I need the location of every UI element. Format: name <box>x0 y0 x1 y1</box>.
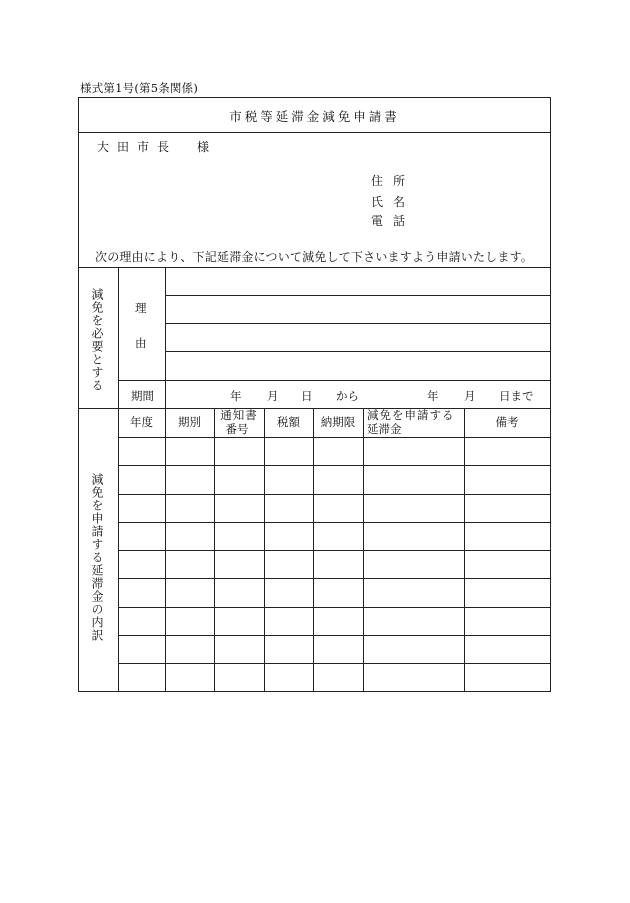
reason-line <box>165 323 550 324</box>
table-row <box>118 663 550 664</box>
breakdown-side-label: 減免を申請する延滞金の内訳 <box>90 473 104 642</box>
header-due-date: 納期限 <box>320 415 356 429</box>
header-notice-number-1: 通知書 <box>220 408 258 422</box>
table-row <box>118 522 550 523</box>
period-from: から <box>336 389 359 403</box>
address-label: 住所 <box>371 174 416 188</box>
period-day-1: 日 <box>301 389 313 403</box>
table-row <box>118 437 550 438</box>
table-row <box>118 635 550 636</box>
period-until: 日まで <box>499 389 534 403</box>
header-late-fee-1: 減免を申請する <box>367 408 455 422</box>
name-label: 氏名 <box>371 195 416 209</box>
header-tax-amount: 税額 <box>277 415 300 429</box>
request-text: 次の理由により、下記延滞金について減免して下さいますよう申請いたします。 <box>95 250 534 264</box>
period-month-2: 月 <box>464 389 476 403</box>
application-form <box>78 97 551 692</box>
table-row <box>118 578 550 579</box>
reason-label-1: 理 <box>135 301 147 315</box>
table-row <box>118 494 550 495</box>
table-row <box>118 465 550 466</box>
reason-side-label: 減免を必要とする <box>90 288 104 392</box>
title-divider <box>79 132 550 133</box>
reason-label-divider <box>165 267 166 408</box>
period-label: 期間 <box>131 389 154 403</box>
form-number: 様式第1号(第5条関係) <box>80 81 199 95</box>
header-notice-number-2: 番号 <box>225 422 249 436</box>
table-row <box>118 607 550 608</box>
table-row <box>118 550 550 551</box>
period-divider <box>118 380 550 381</box>
header-remarks: 備考 <box>495 415 519 429</box>
header-fiscal-year: 年度 <box>130 415 153 429</box>
addressee: 大田市長 様 <box>97 140 218 154</box>
phone-label: 電話 <box>371 214 416 228</box>
form-title: 市税等延滞金減免申請書 <box>229 109 400 124</box>
section-divider-bottom <box>79 408 550 409</box>
period-year-2: 年 <box>427 389 439 403</box>
header-late-fee-2: 延滞金 <box>367 422 402 436</box>
reason-side-divider <box>118 267 119 408</box>
header-installment: 期別 <box>178 415 201 429</box>
section-divider-top <box>79 267 550 268</box>
reason-line <box>165 295 550 296</box>
reason-line <box>165 351 550 352</box>
reason-label-2: 由 <box>135 336 147 350</box>
period-year-1: 年 <box>230 389 242 403</box>
period-month-1: 月 <box>267 389 279 403</box>
